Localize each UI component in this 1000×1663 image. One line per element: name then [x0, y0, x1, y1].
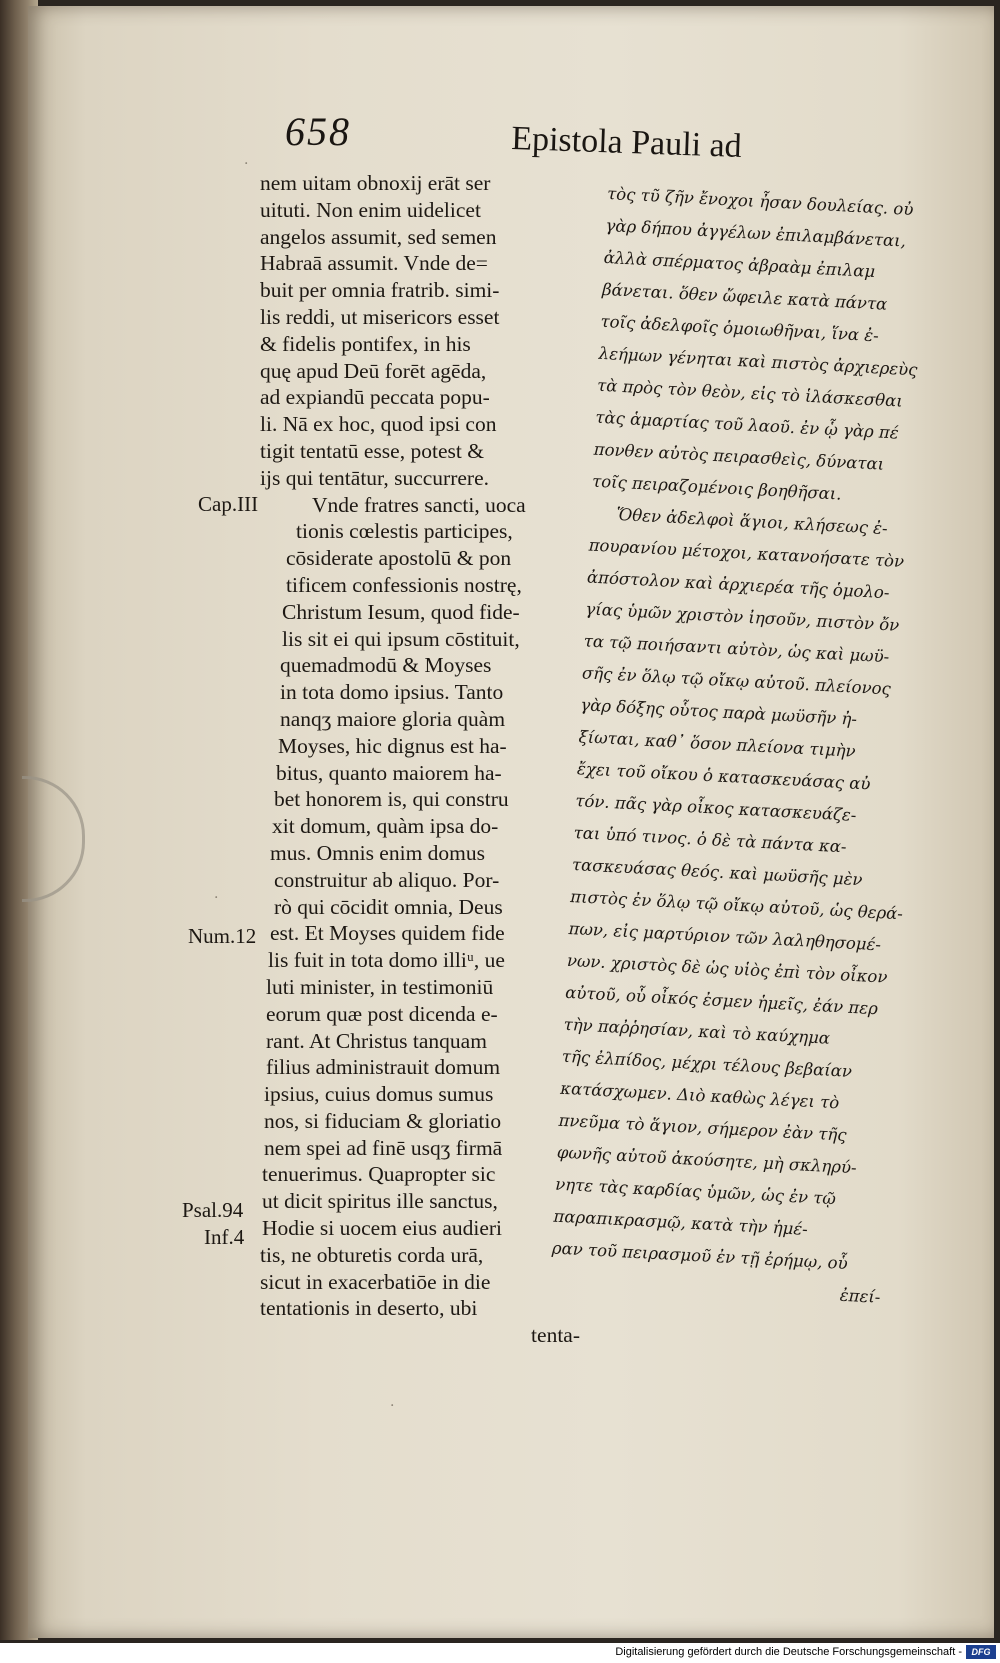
latin-line: tigit tentatū esse, potest &: [260, 438, 484, 463]
greek-line: πιστὸς ἐν ὅλῳ τῷ οἴκῳ αὐτοῦ, ὡς θερά-: [569, 887, 904, 924]
greek-line: τῆς ἐλπίδος, μέχρι τέλους βεβαίαν: [561, 1046, 853, 1081]
latin-line: ut dicit spiritus ille sanctus,: [262, 1189, 498, 1214]
latin-line: Christum Iesum, quod fide-: [282, 599, 520, 624]
latin-line: eorum quæ post dicenda e-: [266, 1001, 498, 1026]
greek-line: πνεῦμα τὸ ἅγιον, σήμερον ἐὰν τῆς: [558, 1110, 848, 1145]
latin-line: tentationis in deserto, ubi: [260, 1296, 478, 1321]
greek-catchword: ἐπεί-: [839, 1285, 881, 1307]
greek-line: φωνῆς αὐτοῦ ἀκούσητε, μὴ σκληρύ-: [556, 1142, 858, 1178]
latin-line: angelos assumit, sed semen: [260, 224, 497, 249]
dfg-logo: DFG: [966, 1645, 996, 1659]
greek-line: πουρανίου μέτοχοι, κατανοήσατε τὸν: [588, 535, 905, 572]
latin-line: bet honorem is, qui constru: [274, 787, 509, 812]
latin-line: lis sit ei qui ipsum cōstituit,: [282, 626, 520, 651]
greek-line: λεήμων γένηται καὶ πιστὸς ἀρχιερεὺς: [598, 343, 918, 380]
greek-line: γίας ὑμῶν χριστὸν ἰησοῦν, πιστὸν ὄν: [584, 599, 900, 635]
latin-line: ad expiandū peccata popu-: [260, 385, 490, 410]
greek-line: τὰς ἁμαρτίας τοῦ λαοῦ. ἐν ᾧ γὰρ πέ: [594, 407, 900, 443]
greek-line: βάνεται. ὅθεν ὤφειλε κατὰ πάντα: [601, 279, 888, 314]
greek-line: ραν τοῦ πειρασμοῦ ἐν τῇ ἐρήμῳ, οὗ: [551, 1238, 849, 1274]
greek-line: γὰρ δήπου ἀγγέλων ἐπιλαμβάνεται,: [605, 215, 907, 251]
greek-line: κατάσχωμεν. Διὸ καθὼς λέγει τὸ: [559, 1078, 840, 1113]
latin-line: in tota domo ipsius. Tanto: [280, 680, 504, 705]
greek-line: τὴν παῤῥησίαν, καὶ τὸ καύχημα: [563, 1014, 831, 1048]
latin-line: filius administrauit domum: [266, 1055, 501, 1080]
latin-line: nanqʒ maiore gloria quàm: [280, 706, 506, 731]
page-number: 658: [285, 109, 351, 154]
latin-line: quemadmodū & Moyses: [280, 653, 492, 678]
greek-line: πων, εἰς μαρτύριον τῶν λαληθησομέ-: [568, 918, 882, 955]
greek-line: τοῖς πειραζομένοις βοηθῆσαι.: [591, 471, 842, 504]
greek-line: ξίωται, καθ᾽ ὅσον πλείονα τιμὴν: [578, 727, 857, 761]
ink-speck: ·: [244, 156, 249, 172]
greek-line: παραπικρασμῷ, κατὰ τὴν ἡμέ-: [553, 1206, 809, 1239]
latin-line: rò qui cōcidit omnia, Deus: [274, 894, 503, 919]
latin-line: xit domum, quàm ipsa do-: [272, 814, 499, 839]
greek-line: τοῖς ἀδελφοῖς ὁμοιωθῆναι, ἵνα ἐ-: [599, 311, 880, 346]
latin-line: cōsiderate apostolū & pon: [286, 546, 512, 571]
ink-speck: ·: [390, 1398, 395, 1414]
greek-line: τασκευάσας θεός. καὶ μωϋσῆς μὲν: [571, 855, 863, 890]
latin-line: bitus, quanto maiorem ha-: [276, 760, 502, 785]
latin-line: nos, si fiduciam & gloriatio: [264, 1108, 502, 1133]
latin-column: [260, 170, 590, 1349]
greek-line: Ὅθεν ἀδελφοὶ ἅγιοι, κλήσεως ἐ-: [615, 504, 889, 539]
latin-line: buit per omnia fratrib. simi-: [260, 278, 500, 303]
latin-line: Habraā assumit. Vnde de=: [260, 251, 488, 276]
greek-line: γὰρ δόξης οὗτος παρὰ μωϋσῆν ἠ-: [579, 695, 858, 729]
latin-line: rant. At Christus tanquam: [266, 1028, 487, 1053]
margin-note-num: Num.12: [188, 924, 257, 948]
latin-line: lis fuit in tota domo illiᵘ, ue: [268, 948, 505, 973]
greek-line: σῆς ἐν ὅλῳ τῷ οἴκῳ αὐτοῦ. πλείονος: [581, 663, 892, 699]
latin-line: & fidelis pontifex, in his: [260, 331, 471, 356]
latin-line: Moyses, hic dignus est ha-: [278, 733, 507, 758]
latin-line: lis reddi, ut misericors esset: [260, 304, 500, 329]
greek-line: αὐτοῦ, οὗ οἶκός ἐσμεν ἡμεῖς, ἐάν περ: [564, 982, 879, 1019]
latin-line: luti minister, in testimoniū: [266, 974, 494, 999]
greek-line: ται ὑπό τινος. ὁ δὲ τὰ πάντα κα-: [573, 823, 847, 857]
latin-line: tificem confessionis nostrę,: [286, 572, 522, 597]
latin-line: quę apud Deū forēt agēda,: [260, 358, 487, 383]
digitization-credit: Digitalisierung gefördert durch die Deutsche Forschungsgemeinschaft -: [615, 1646, 962, 1658]
greek-line: ἔχει τοῦ οἴκου ὁ κατασκευάσας αὐ: [576, 759, 871, 794]
greek-line: τὸς τῦ ζῆν ἔνοχοι ἦσαν δουλείας. οὐ: [606, 183, 914, 220]
margin-note-inf: Inf.4: [204, 1225, 245, 1249]
greek-line: τὰ πρὸς τὸν θεὸν, εἰς τὸ ἱλάσκεσθαι: [596, 375, 904, 411]
greek-line: ἀπόστολον καὶ ἀρχιερέα τῆς ὁμολο-: [586, 567, 890, 603]
ink-speck: ·: [214, 890, 219, 906]
latin-line: construitur ab aliquo. Por-: [274, 867, 500, 892]
latin-line: uituti. Non enim uidelicet: [260, 197, 481, 222]
latin-line: nem spei ad finē usqʒ firmā: [264, 1135, 503, 1160]
latin-line: ipsius, cuius domus sumus: [264, 1082, 494, 1107]
greek-line: νητε τὰς καρδίας ὑμῶν, ὡς ἐν τῷ: [554, 1174, 837, 1209]
margin-note-psal: Psal.94: [182, 1198, 244, 1222]
latin-line: ijs qui tentātur, succurrere.: [260, 465, 489, 490]
latin-line: tionis cœlestis participes,: [296, 519, 513, 544]
latin-line: sicut in exacerbatiōe in die: [260, 1269, 491, 1294]
latin-line: Hodie si uocem eius audieri: [262, 1216, 503, 1241]
margin-note-chapter: Cap.III: [198, 492, 259, 516]
latin-line: tis, ne obturetis corda urā,: [260, 1242, 484, 1267]
latin-line: est. Et Moyses quidem fide: [270, 921, 505, 946]
latin-line: Vnde fratres sancti, uoca: [312, 492, 526, 517]
running-title: Epistola Pauli ad: [510, 120, 743, 166]
greek-line: τα τῷ ποιήσαντι αὐτὸν, ὡς καὶ μωϋ-: [583, 631, 890, 667]
greek-line: πονθεν αὐτὸς πειρασθεὶς, δύναται: [593, 439, 885, 474]
latin-line: mus. Omnis enim domus: [270, 840, 486, 865]
greek-column: [549, 178, 967, 1315]
latin-catchword: tenta-: [531, 1323, 580, 1348]
greek-line: τόν. πᾶς γὰρ οἶκος κατασκευάζε-: [574, 791, 857, 825]
greek-line: ἀλλὰ σπέρματος ἀβραὰμ ἐπιλαμ: [603, 247, 876, 282]
latin-line: nem uitam obnoxij erāt ser: [260, 171, 491, 195]
latin-line: tenuerimus. Quapropter sic: [262, 1162, 496, 1187]
clasp-shadow: [22, 776, 85, 902]
latin-line: li. Nā ex hoc, quod ipsi con: [260, 412, 497, 437]
greek-line: νων. χριστὸς δὲ ὡς υἱὸς ἐπὶ τὸν οἶκον: [566, 950, 888, 987]
